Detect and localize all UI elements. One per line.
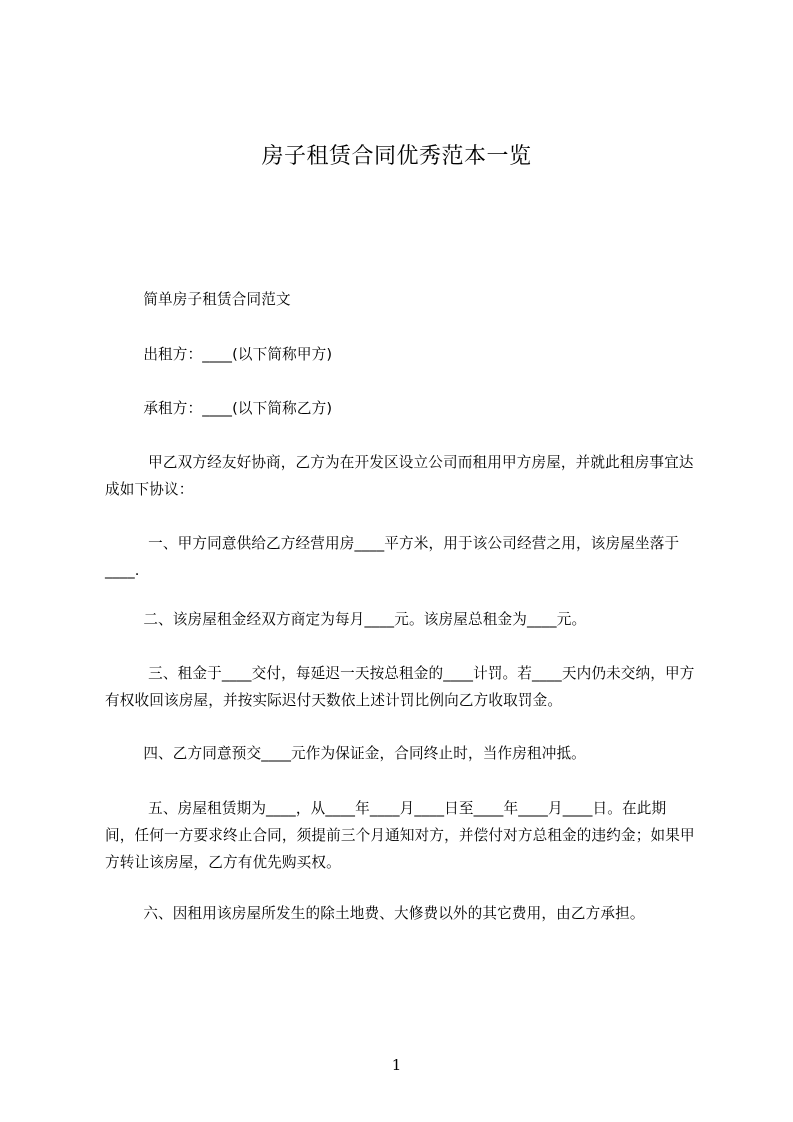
paragraph-clause-6: 六、因租用该房屋所发生的除土地费、大修费以外的其它费用，由乙方承担。	[105, 905, 645, 922]
paragraph-clause-2: 二、该房屋租金经双方商定为每月____元。该房屋总租金为____元。	[105, 611, 587, 628]
paragraph-clause-1: 一、甲方同意供给乙方经营用房____平方米，用于该公司经营之用，该房屋坐落于____.	[105, 535, 680, 579]
paragraph-subtitle: 简单房子租赁合同范文	[105, 291, 291, 308]
paragraph-clause-4: 四、乙方同意预交____元作为保证金，合同终止时，当作房租冲抵。	[105, 745, 586, 762]
paragraph-intro: 甲乙双方经友好协商，乙方为在开发区设立公司而租用甲方房屋，并就此租房事宜达成如下协议：	[105, 454, 694, 498]
paragraph-clause-3: 三、租金于____交付，每延迟一天按总租金的____计罚。若____天内仍未交纳，甲方有权收回该房屋，并按实际迟付天数依上述计罚比例向乙方收取罚金。	[105, 665, 695, 709]
paragraph-clause-5: 五、房屋租赁期为____，从____年____月____日至____年____月____日。在此期间，任何一方要求终止合同，须提前三个月通知对方，并偿付对方总租金的违约金；如果甲方转让该房屋，乙方有优先购买权。	[105, 800, 695, 871]
paragraph-lessee: 承租方：____(以下简称乙方)	[105, 400, 333, 417]
paragraph-lessor: 出租方：____(以下简称甲方)	[105, 346, 333, 363]
document-title: 房子租赁合同优秀范本一览	[261, 144, 532, 169]
page-number: 1	[391, 1056, 402, 1074]
